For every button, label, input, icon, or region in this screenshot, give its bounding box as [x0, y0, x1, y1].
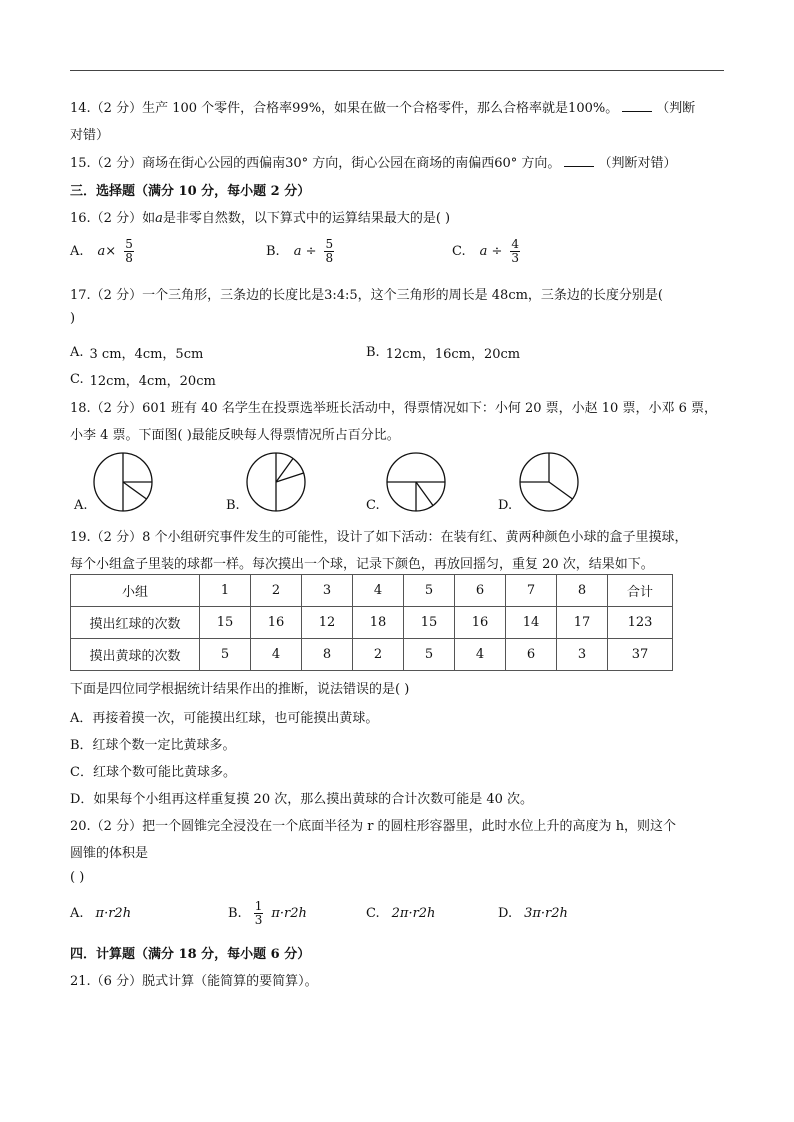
- q14-line1: 14.（2 分）生产 100 个零件，合格率99%，如果在做一个合格零件，那么合格率就是100%。 （判断: [70, 101, 696, 116]
- q19-option-d[interactable]: D．如果每个小组再这样重复摸 20 次，那么摸出黄球的合计次数可能是 40 次。: [70, 792, 534, 807]
- q15-answer-blank[interactable]: [564, 154, 594, 167]
- section3-title: 三．选择题（满分 10 分，每小题 2 分）: [70, 184, 311, 199]
- q14-line2: 对错）: [70, 128, 110, 143]
- q17-line1: 17.（2 分）一个三角形，三条边的长度比是3:4:5，这个三角形的周长是 48cm，三条边的长度分别是(: [70, 288, 664, 303]
- q18-pie-b: [245, 451, 307, 513]
- q16-option-c[interactable]: C. a ÷ $\frac{4}{3}$: [452, 237, 520, 265]
- q19-option-a[interactable]: A．再接着摸一次，可能摸出红球，也可能摸出黄球。: [70, 711, 379, 726]
- q18-option-d[interactable]: D.: [498, 498, 513, 513]
- q20-line3: ( ): [70, 870, 85, 885]
- q21-stem: 21.（6 分）脱式计算（能简算的要简算）。: [70, 974, 318, 989]
- q19-line1: 19.（2 分）8 个小组研究事件发生的可能性，设计了如下活动：在装有红、黄两种颜色小球的盒子里摸球，: [70, 530, 688, 545]
- fraction: $\frac{5}{8}$: [125, 237, 133, 265]
- q18-pie-d: [518, 451, 580, 513]
- q16-option-a[interactable]: A. a× $\frac{5}{8}$: [70, 237, 133, 265]
- fraction: $\frac{5}{8}$: [325, 237, 334, 265]
- q15-line: 15.（2 分）商场在街心公园的西偏南30° 方向，街心公园在商场的南偏西60° 方向。 （判断对错）: [70, 156, 677, 171]
- q17-option-a[interactable]: A. 3 cm，4cm，5cm: [70, 345, 204, 362]
- q20-line1: 20.（2 分）把一个圆锥完全浸没在一个底面半径为 r 的圆柱形容器里，此时水位上升的高度为 h，则这个: [70, 819, 677, 834]
- q20-option-d[interactable]: D. 3π·r2h: [498, 906, 568, 921]
- q20-option-c[interactable]: C. 2π·r2h: [366, 906, 436, 921]
- q18-pie-a: [92, 451, 154, 513]
- q16-stem: 16.（2 分）如a是非零自然数，以下算式中的运算结果最大的是( ): [70, 211, 451, 226]
- q20-option-a[interactable]: A. π·r2h: [70, 906, 132, 921]
- q20-line2: 圆锥的体积是: [70, 846, 149, 861]
- q14-answer-blank[interactable]: [622, 99, 652, 112]
- fraction: $\frac{4}{3}$: [511, 237, 520, 265]
- q19-line2: 每个小组盒子里装的球都一样。每次摸出一个球，记录下颜色，再放回摇匀，重复 20 次，结果如下。: [70, 557, 654, 572]
- table-row: 摸出黄球的次数 5 4 8 2 5 4 6 3 37: [71, 639, 673, 671]
- q20-option-b[interactable]: B. $\frac{1}{3}$ π·r2h: [228, 899, 307, 927]
- q16-option-b[interactable]: B. a ÷ $\frac{5}{8}$: [266, 237, 334, 265]
- q17-line2: ): [70, 311, 76, 326]
- q18-option-b[interactable]: B.: [226, 498, 240, 513]
- q17-option-c[interactable]: C. 12cm，4cm，20cm: [70, 372, 216, 389]
- q18-option-a[interactable]: A.: [74, 498, 88, 513]
- q18-line1: 18.（2 分）601 班有 40 名学生在投票选举班长活动中，得票情况如下：小何 20 票，小赵 10 票，小邓 6 票，: [70, 401, 717, 416]
- fraction: $\frac{1}{3}$: [254, 899, 263, 927]
- q19-option-b[interactable]: B．红球个数一定比黄球多。: [70, 738, 236, 753]
- q17-option-b[interactable]: B. 12cm，16cm，20cm: [366, 345, 521, 362]
- section4-title: 四．计算题（满分 18 分，每小题 6 分）: [70, 947, 311, 962]
- header-rule: [70, 70, 724, 71]
- table-row: 小组 1 2 3 4 5 6 7 8 合计: [71, 575, 673, 607]
- table-row: 摸出红球的次数 15 16 12 18 15 16 14 17 123: [71, 607, 673, 639]
- q19-option-c[interactable]: C．红球个数可能比黄球多。: [70, 765, 236, 780]
- q18-pie-c: [385, 451, 447, 513]
- q19-results-table: [70, 574, 673, 671]
- q18-option-c[interactable]: C.: [366, 498, 380, 513]
- q18-line2: 小李 4 票。下面图( )最能反映每人得票情况所占百分比。: [70, 428, 400, 443]
- q19-after: 下面是四位同学根据统计结果作出的推断，说法错误的是( ): [70, 682, 410, 697]
